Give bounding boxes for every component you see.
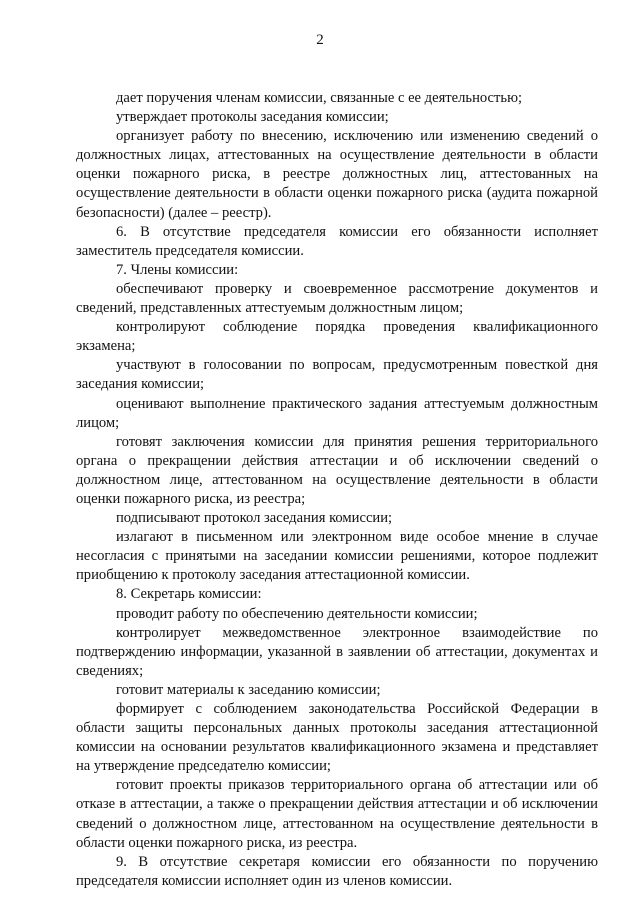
paragraph: участвуют в голосовании по вопросам, предусмотренным повесткой дня заседания комиссии; — [76, 357, 598, 393]
paragraph: 9. В отсутствие секретаря комиссии его обязанности по поручению председателя комиссии исполняет один из членов комиссии. — [76, 853, 598, 889]
paragraph: проводит работу по обеспечению деятельности комиссии; — [116, 605, 478, 622]
paragraph: 8. Секретарь комиссии: — [116, 586, 262, 603]
paragraph: организует работу по внесению, исключению или изменению сведений о должностных лицах, аттестованных на осуществление деятельности в области оценки пожарного риска, в реестре должностных лиц, аттестованных на осуществление деятельности в области оценки пожарного риска (аудита пожарной безопасности) (далее – реестр). — [76, 128, 598, 221]
paragraph: формирует с соблюдением законодательства Российской Федерации в области защиты персональных данных протоколы заседания аттестационной комиссии на основании результатов квалификационного экзамена и представляет на утверждение председателю комиссии; — [76, 701, 598, 775]
paragraph: утверждает протоколы заседания комиссии; — [116, 109, 389, 126]
paragraph: контролируют соблюдение порядка проведения квалификационного экзамена; — [76, 319, 598, 355]
paragraph: готовит проекты приказов территориального органа об аттестации или об отказе в аттестации, а также о прекращении действия аттестации и об исключении сведений о должностном лице, аттестованном на осуществление деятельности в области оценки пожарного риска, из реестра. — [76, 777, 598, 851]
paragraph: подписывают протокол заседания комиссии; — [116, 510, 393, 527]
paragraph: 6. В отсутствие председателя комиссии его обязанности исполняет заместитель председателя комиссии. — [76, 223, 598, 259]
paragraph: излагают в письменном или электронном виде особое мнение в случае несогласия с принятыми на заседании комиссии решениями, которое подлежит приобщению к протоколу заседания аттестационной комиссии. — [76, 529, 598, 584]
paragraph: дает поручения членам комиссии, связанные с ее деятельностью; — [116, 90, 523, 106]
paragraph: 7. Члены комиссии: — [116, 261, 239, 278]
paragraph: оценивают выполнение практического задания аттестуемым должностным лицом; — [76, 395, 598, 431]
paragraph: готовит материалы к заседанию комиссии; — [116, 681, 381, 698]
page-number: 2 — [316, 32, 324, 48]
paragraph: готовят заключения комиссии для принятия решения территориального органа о прекращении действия аттестации и об исключении сведений о должностном лице, аттестованном на осуществление деятельности в области оценки пожарного риска, из реестра; — [76, 433, 598, 507]
document-body — [76, 89, 598, 891]
paragraph: контролирует межведомственное электронное взаимодействие по подтверждению информации, указанной в заявлении об аттестации, документах и сведениях; — [76, 624, 598, 679]
paragraph: обеспечивают проверку и своевременное рассмотрение документов и сведений, представленных аттестуемым должностным лицом; — [76, 280, 598, 317]
